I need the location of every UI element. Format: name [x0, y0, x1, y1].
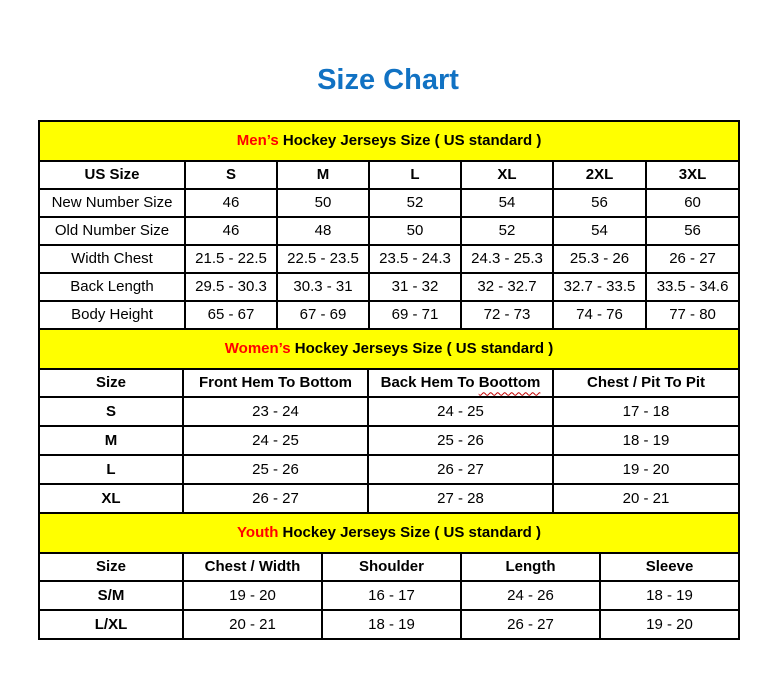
table-cell: 27 - 28 — [368, 484, 553, 513]
table-cell: 46 — [185, 217, 277, 245]
table-cell: 32 - 32.7 — [461, 273, 553, 301]
table-cell: 50 — [369, 217, 461, 245]
column-header: 2XL — [553, 161, 646, 189]
table-cell: 26 - 27 — [646, 245, 739, 273]
table-cell: 23 - 24 — [183, 397, 368, 426]
table-row — [39, 189, 739, 217]
table-cell: 31 - 32 — [369, 273, 461, 301]
table-cell: 24 - 25 — [183, 426, 368, 455]
womens-band-row — [39, 329, 739, 369]
table-cell: 20 - 21 — [553, 484, 739, 513]
table-cell: 26 - 27 — [461, 610, 600, 639]
row-label: Back Length — [39, 273, 185, 301]
table-cell: 25 - 26 — [368, 426, 553, 455]
table-cell: 29.5 - 30.3 — [185, 273, 277, 301]
youth-band-row — [39, 513, 739, 553]
table-row — [39, 610, 739, 639]
row-label: Old Number Size — [39, 217, 185, 245]
mens-band-row — [39, 121, 739, 161]
column-header: US Size — [39, 161, 185, 189]
column-header: S — [185, 161, 277, 189]
column-header: XL — [461, 161, 553, 189]
table-cell: 72 - 73 — [461, 301, 553, 329]
column-header: Length — [461, 553, 600, 581]
table-cell: 26 - 27 — [368, 455, 553, 484]
table-row — [39, 455, 739, 484]
table-cell: 54 — [461, 189, 553, 217]
table-cell: 56 — [646, 217, 739, 245]
table-cell: 25.3 - 26 — [553, 245, 646, 273]
table-cell: 20 - 21 — [183, 610, 322, 639]
table-cell: 69 - 71 — [369, 301, 461, 329]
table-cell: 65 - 67 — [185, 301, 277, 329]
row-label: XL — [39, 484, 183, 513]
table-cell: 30.3 - 31 — [277, 273, 369, 301]
row-label: Width Chest — [39, 245, 185, 273]
column-header: Sleeve — [600, 553, 739, 581]
table-cell: 46 — [185, 189, 277, 217]
youth-header-row — [39, 553, 739, 581]
table-row — [39, 273, 739, 301]
table-row — [39, 397, 739, 426]
table-cell: 74 - 76 — [553, 301, 646, 329]
size-tables-container — [38, 120, 738, 640]
column-header: Front Hem To Bottom — [183, 369, 368, 397]
mens-size-table — [38, 120, 740, 330]
row-label: Body Height — [39, 301, 185, 329]
row-label: L — [39, 455, 183, 484]
row-label: M — [39, 426, 183, 455]
table-cell: 25 - 26 — [183, 455, 368, 484]
table-cell: 24 - 26 — [461, 581, 600, 610]
table-cell: 18 - 19 — [600, 581, 739, 610]
column-header: M — [277, 161, 369, 189]
table-cell: 16 - 17 — [322, 581, 461, 610]
column-header: Back Hem To Boottom — [368, 369, 553, 397]
table-cell: 23.5 - 24.3 — [369, 245, 461, 273]
table-cell: 19 - 20 — [553, 455, 739, 484]
table-cell: 18 - 19 — [553, 426, 739, 455]
table-cell: 18 - 19 — [322, 610, 461, 639]
table-row — [39, 217, 739, 245]
table-cell: 77 - 80 — [646, 301, 739, 329]
womens-header-row — [39, 369, 739, 397]
table-cell: 22.5 - 23.5 — [277, 245, 369, 273]
table-row — [39, 245, 739, 273]
table-row — [39, 301, 739, 329]
table-cell: 19 - 20 — [183, 581, 322, 610]
table-cell: 33.5 - 34.6 — [646, 273, 739, 301]
womens-size-table — [38, 328, 740, 514]
table-cell: 24.3 - 25.3 — [461, 245, 553, 273]
table-cell: 32.7 - 33.5 — [553, 273, 646, 301]
row-label: S — [39, 397, 183, 426]
row-label: S/M — [39, 581, 183, 610]
youth-size-table — [38, 512, 740, 640]
table-cell: 48 — [277, 217, 369, 245]
table-cell: 21.5 - 22.5 — [185, 245, 277, 273]
womens-section-header-highlight: Women’s — [224, 340, 291, 358]
table-cell: 24 - 25 — [368, 397, 553, 426]
table-cell: 19 - 20 — [600, 610, 739, 639]
table-cell: 52 — [461, 217, 553, 245]
youth-section-header: Youth Hockey Jerseys Size ( US standard ) — [39, 513, 739, 553]
misspelled-word: Boottom — [478, 374, 541, 392]
page-title: Size Chart — [317, 64, 459, 96]
table-cell: 52 — [369, 189, 461, 217]
column-header: Size — [39, 369, 183, 397]
table-cell: 60 — [646, 189, 739, 217]
column-header: Chest / Pit To Pit — [553, 369, 739, 397]
table-row — [39, 426, 739, 455]
table-row — [39, 484, 739, 513]
row-label: L/XL — [39, 610, 183, 639]
row-label: New Number Size — [39, 189, 185, 217]
table-row — [39, 581, 739, 610]
youth-section-header-highlight: Youth — [237, 524, 279, 542]
table-cell: 56 — [553, 189, 646, 217]
column-header: Size — [39, 553, 183, 581]
table-cell: 50 — [277, 189, 369, 217]
mens-section-header-highlight: Men’s — [236, 132, 279, 150]
column-header: 3XL — [646, 161, 739, 189]
column-header: Chest / Width — [183, 553, 322, 581]
table-cell: 54 — [553, 217, 646, 245]
womens-section-header: Women’s Hockey Jerseys Size ( US standard ) — [39, 329, 739, 369]
column-header: Shoulder — [322, 553, 461, 581]
table-cell: 17 - 18 — [553, 397, 739, 426]
table-cell: 26 - 27 — [183, 484, 368, 513]
mens-section-header: Men’s Hockey Jerseys Size ( US standard ) — [39, 121, 739, 161]
column-header: L — [369, 161, 461, 189]
mens-header-row — [39, 161, 739, 189]
table-cell: 67 - 69 — [277, 301, 369, 329]
